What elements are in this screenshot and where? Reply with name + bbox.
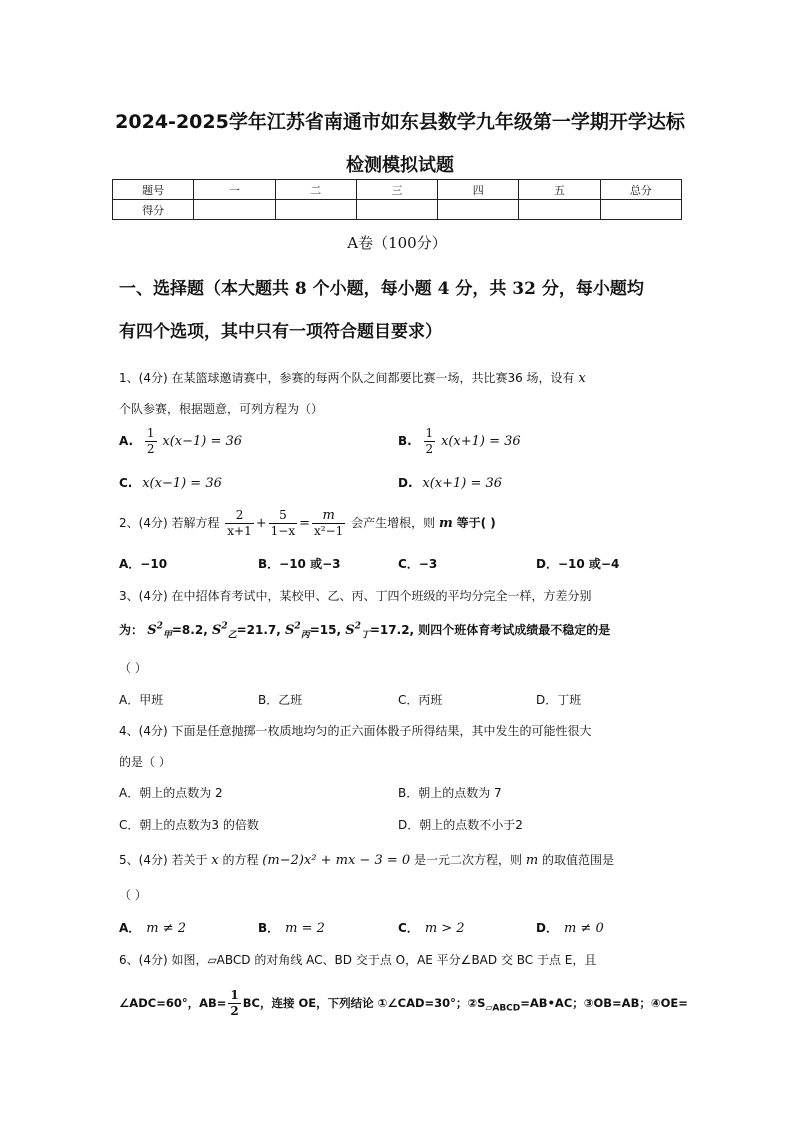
q3-stem-line1: 3、(4分) 在中招体育考试中，某校甲、乙、丙、丁四个班级的平均分完全一样，方差分别 [119, 589, 592, 603]
q6-area-subscript: ▱ABCD [485, 1003, 521, 1014]
variance-subscript: 丙 [300, 630, 310, 641]
q5-option-d-expr: m ≠ 0 [563, 921, 604, 936]
fraction-denominator: 2 [230, 1004, 239, 1018]
section1-heading-line2: 有四个选项，其中只有一项符合题目要求） [119, 322, 442, 342]
score-cell [194, 200, 275, 220]
q1-option-a[interactable] [119, 426, 242, 457]
variance-subscript: 乙 [227, 630, 237, 641]
q3-line2-suffix: 则四个班体育考试成绩最不稳定的是 [418, 623, 611, 637]
q1-option-c[interactable] [119, 476, 222, 491]
q3-option-c[interactable]: C．丙班 [398, 693, 443, 707]
fraction-denominator: 1−x [270, 524, 296, 538]
q6-fraction [228, 988, 240, 1019]
q5-option-b[interactable] [258, 919, 325, 936]
score-header-cell: 一 [194, 180, 275, 200]
q2-option-b[interactable]: B．−10 或−3 [258, 557, 341, 571]
q1-option-b-expr: x(x+1) = 36 [441, 434, 521, 449]
variance-symbol: $S^2_甲$ [147, 621, 172, 641]
fraction-denominator: x²−1 [314, 524, 344, 538]
q5-option-a-label: A． [119, 921, 141, 935]
q4-option-b[interactable]: B．朝上的点数为 7 [398, 786, 502, 800]
fraction-numerator: 5 [269, 508, 297, 524]
q3-option-a[interactable]: A．甲班 [119, 693, 164, 707]
q5-option-b-label: B． [258, 921, 280, 935]
variance-value: =8.2, [171, 623, 208, 637]
q6-line2-suffix: BC，连接 OE，下列结论 ①∠CAD=30°；②S [242, 996, 486, 1010]
q1-option-b-fraction [424, 426, 436, 457]
exam-title-line2: 检测模拟试题 [346, 155, 454, 176]
q4-option-c[interactable]: C．朝上的点数为3 的倍数 [119, 818, 259, 832]
q4-stem-line1: 4、(4分) 下面是任意抛掷一枚质地均匀的正六面体骰子所得结果，其中发生的可能性很大 [119, 724, 592, 738]
score-header-cell: 四 [438, 180, 519, 200]
score-header-cell: 三 [356, 180, 437, 200]
score-cell [275, 200, 356, 220]
q1-option-a-expr: x(x−1) = 36 [162, 434, 243, 449]
variance-subscript: 甲 [162, 630, 172, 641]
q5-var-m: m [525, 853, 539, 868]
section-a-heading: A卷（100分） [347, 234, 447, 252]
q5-option-c[interactable] [398, 919, 465, 936]
score-cell [519, 200, 600, 220]
q2-suffix: 会产生增根，则 [351, 516, 436, 530]
q1-option-c-label: C. [119, 476, 133, 490]
q2-suffix2: 等于( ) [456, 516, 496, 530]
fraction-numerator: 1 [146, 426, 155, 440]
q5-equation: (m−2)x² + mx − 3 = 0 [262, 853, 411, 868]
q3-option-b[interactable]: B．乙班 [258, 693, 303, 707]
q5-option-c-label: C． [398, 921, 419, 935]
q5-option-a[interactable] [119, 919, 186, 936]
score-cell [600, 200, 681, 220]
q6-line2-prefix: ∠ADC=60°，AB= [119, 996, 227, 1010]
q1-option-c-expr: x(x−1) = 36 [142, 476, 222, 491]
q3-stem-line2 [119, 621, 610, 641]
q2-stem [119, 508, 496, 539]
score-header-cell: 总分 [600, 180, 681, 200]
q2-option-c[interactable]: C．−3 [398, 557, 438, 571]
score-cell [438, 200, 519, 220]
q1-option-a-label: A. [119, 434, 134, 448]
q5-mid: 的方程 [222, 853, 259, 867]
q5-option-d-label: D． [536, 921, 558, 935]
plus-sign: + [255, 516, 267, 531]
q1-text: 1、(4分) 在某篮球邀请赛中，参赛的每两个队之间都要比赛一场，共比赛36 场，设有 [119, 371, 575, 385]
score-header-cell: 题号 [113, 180, 194, 200]
q5-option-c-expr: m > 2 [424, 921, 465, 936]
q5-stem-line1 [119, 851, 614, 868]
q3-line2-prefix: 为： [119, 623, 144, 637]
q5-suffix: 是一元二次方程，则 [413, 853, 522, 867]
q6-stem-line2 [119, 988, 688, 1019]
q2-option-d[interactable]: D．−10 或−4 [536, 557, 620, 571]
q2-fraction-3 [312, 508, 345, 539]
fraction-numerator: 1 [230, 988, 239, 1002]
score-header-cell: 二 [275, 180, 356, 200]
q4-option-a[interactable]: A．朝上的点数为 2 [119, 786, 223, 800]
fraction-numerator: 1 [425, 426, 434, 440]
exam-title-line1: 2024-2025学年江苏省南通市如东县数学九年级第一学期开学达标 [115, 111, 685, 133]
q2-option-a[interactable]: A．−10 [119, 557, 168, 571]
fraction-numerator: m [312, 508, 345, 524]
q2-var-m: m [438, 516, 453, 531]
variance-value: =17.2, [369, 623, 415, 637]
q2-prefix: 2、(4分) 若解方程 [119, 516, 220, 530]
variance-symbol: $S^2_乙$ [211, 621, 237, 641]
q1-stem-line2: 个队参赛，根据题意，可列方程为（） [119, 402, 324, 416]
q1-option-a-fraction [145, 426, 157, 457]
q3-option-d[interactable]: D．丁班 [536, 693, 582, 707]
q1-option-d[interactable] [398, 476, 502, 491]
fraction-denominator: 2 [425, 442, 434, 456]
section1-heading-line1: 一、选择题（本大题共 8 个小题，每小题 4 分，共 32 分，每小题均 [119, 279, 644, 299]
variance-subscript: 丁 [360, 630, 370, 641]
q1-option-d-expr: x(x+1) = 36 [422, 476, 503, 491]
q1-option-b-label: B. [398, 434, 412, 448]
score-header-cell: 五 [519, 180, 600, 200]
q5-prefix: 5、(4分) 若关于 [119, 853, 208, 867]
variance-symbol: $S^2_丁$ [345, 621, 370, 641]
fraction-denominator: x+1 [227, 524, 252, 538]
q5-option-b-expr: m = 2 [285, 921, 325, 936]
variance-value: =21.7, [236, 623, 281, 637]
q5-suffix2: 的取值范围是 [541, 853, 614, 867]
q4-option-d[interactable]: D．朝上的点数不小于2 [398, 818, 523, 832]
fraction-numerator: 2 [225, 508, 253, 524]
q5-stem-line2: （ ） [119, 888, 147, 902]
q2-fraction-1 [225, 508, 253, 539]
score-table-score-row [113, 200, 682, 220]
q1-option-b[interactable] [398, 426, 521, 457]
variance-symbol: $S^2_丙$ [285, 621, 310, 641]
score-table [112, 179, 682, 220]
q3-stem-line3: （ ） [119, 661, 147, 675]
variance-value: =15, [309, 623, 342, 637]
equals-sign: = [299, 516, 311, 531]
score-row-label: 得分 [113, 200, 194, 220]
q4-stem-line2: 的是（ ） [119, 755, 171, 769]
q1-option-d-label: D. [398, 476, 413, 490]
q5-var-x: x [211, 853, 219, 868]
q5-option-d[interactable] [536, 919, 604, 936]
q2-fraction-2 [269, 508, 297, 539]
q6-stem-line1: 6、(4分) 如图，▱ABCD 的对角线 AC、BD 交于点 O，AE 平分∠BAD 交 BC 于点 E，且 [119, 953, 597, 967]
q6-line2-end: =AB•AC；③OB=AB；④OE= [520, 996, 688, 1010]
score-table-header-row [113, 180, 682, 200]
q1-var: x [578, 371, 586, 386]
q1-stem-line1 [119, 369, 586, 386]
score-cell [356, 200, 437, 220]
q5-option-a-expr: m ≠ 2 [146, 921, 187, 936]
fraction-denominator: 2 [146, 442, 155, 456]
